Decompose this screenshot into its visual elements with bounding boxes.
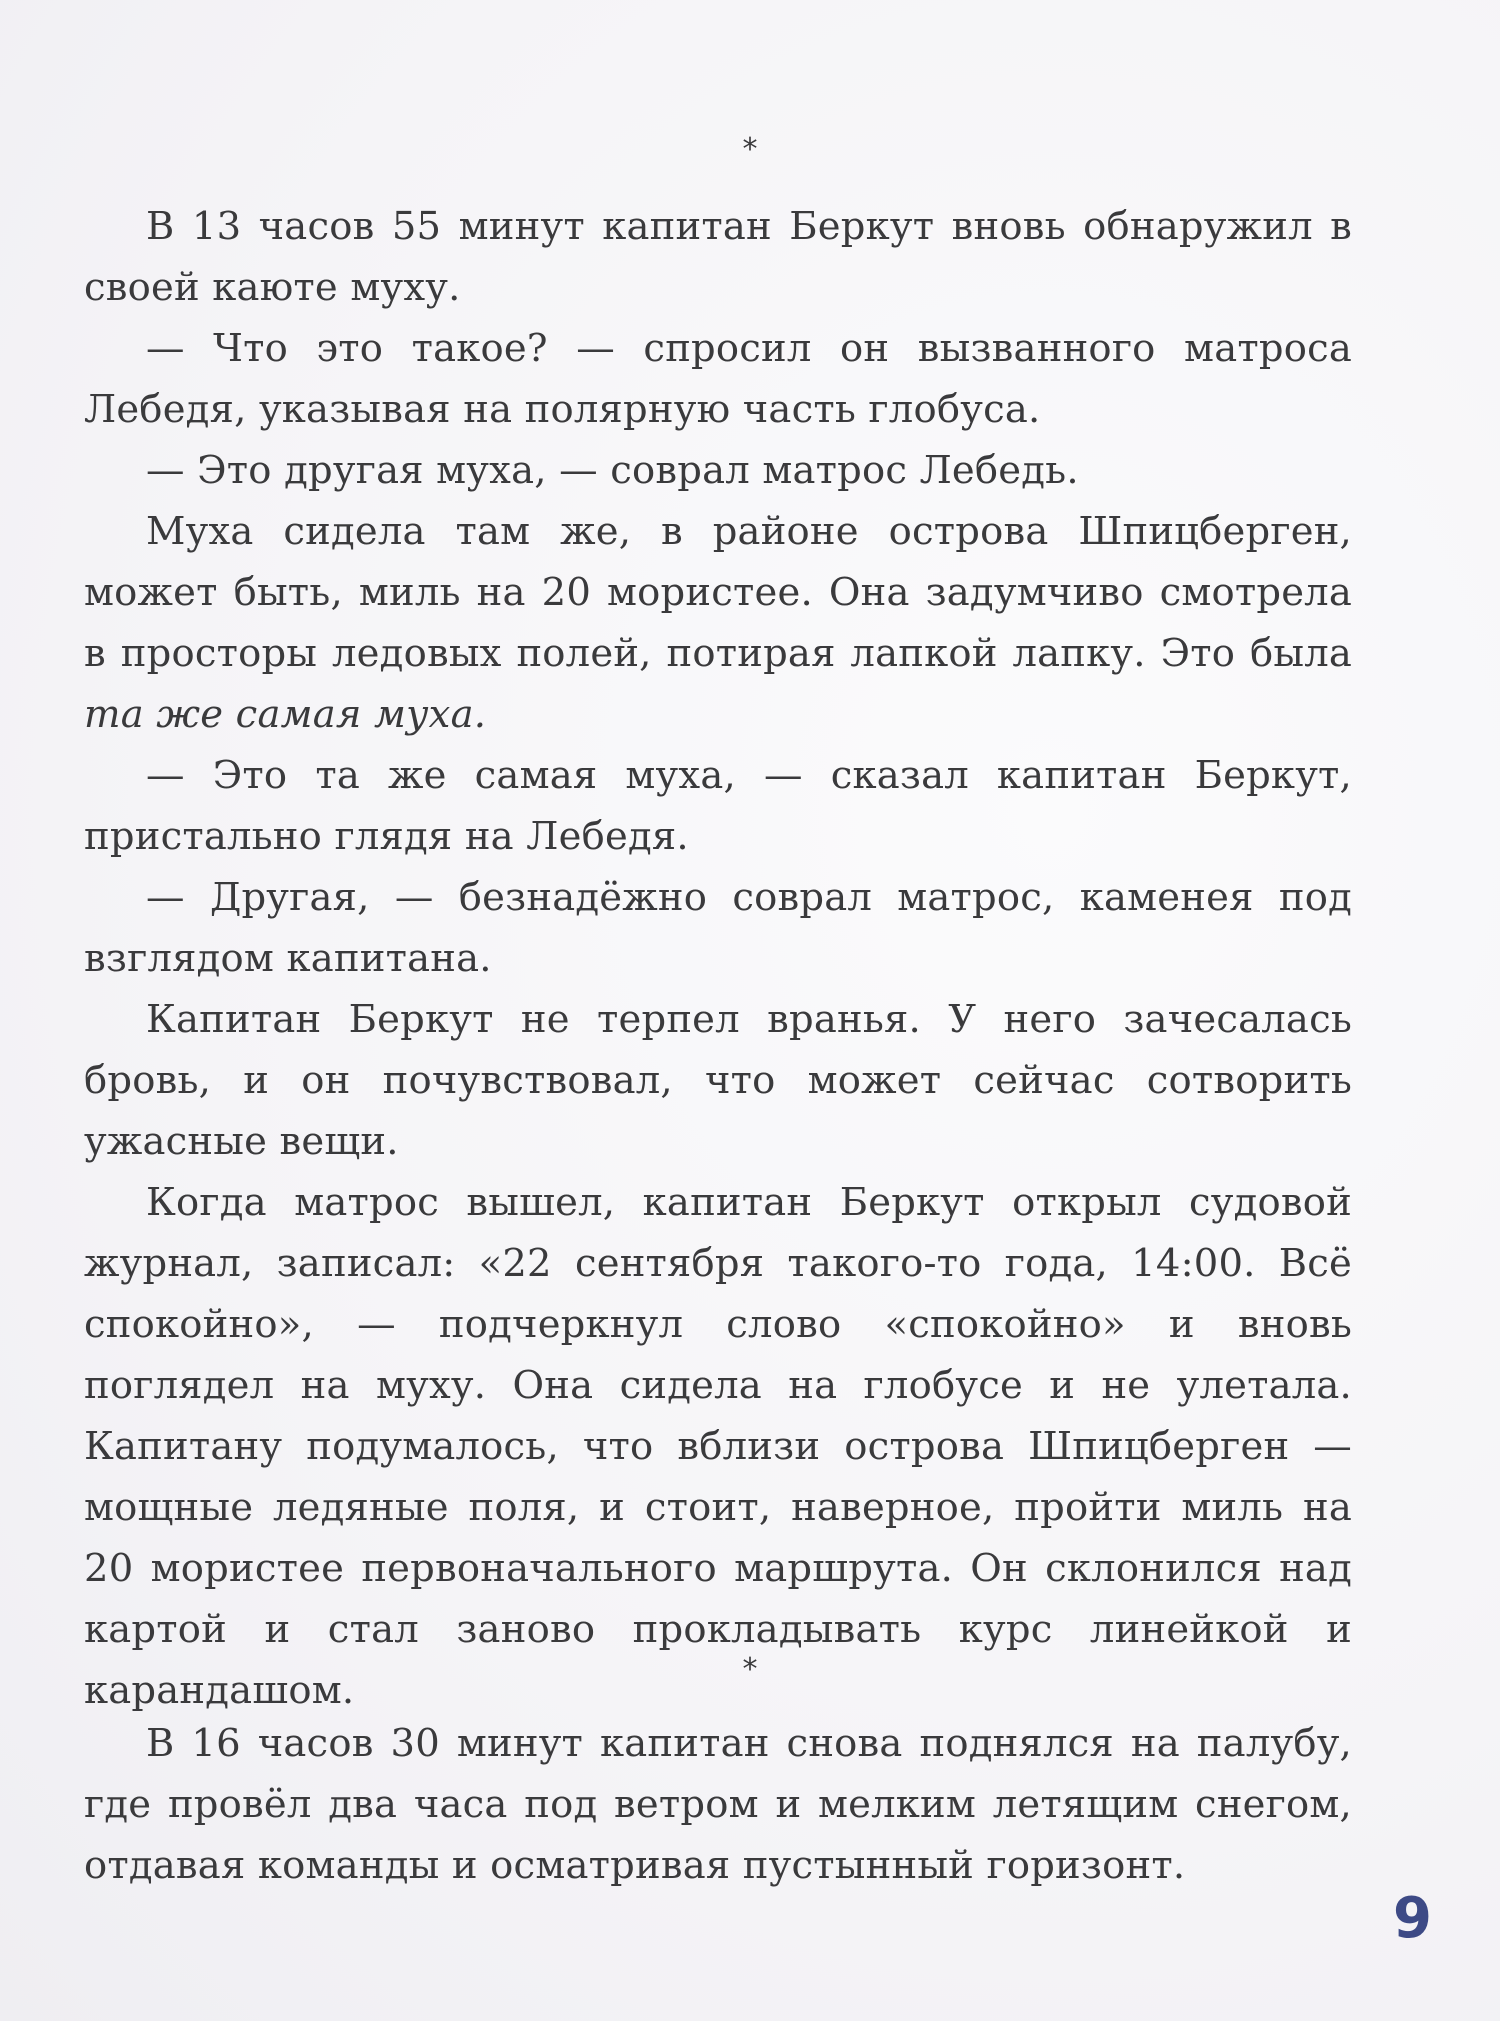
page-number: 9: [1393, 1886, 1432, 1951]
section-2-text: [84, 1713, 1352, 1896]
paragraph: — Это та же самая муха, — сказал капитан Беркут, пристально глядя на Лебедя.: [84, 753, 1352, 859]
paragraph: В 16 часов 30 минут капитан снова поднялся на палубу, где провёл два часа под ветром и мелким летящим снегом, отдавая команды и осматривая пустынный горизонт.: [84, 1721, 1352, 1888]
paragraph: Когда матрос вышел, капитан Беркут открыл судовой журнал, записал: «22 сентября такого-то года, 14:00. Всё спокойно», — подчеркнул слово «спокойно» и вновь поглядел на муху. Она сидела на глобусе и не улетала. Капитану подумалось, что вблизи острова Шпицберген — мощные ледяные поля, и стоит, наверное, пройти миль на 20 мористее первоначального маршрута. Он склонился над картой и стал заново прокладывать курс линейкой и карандашом.: [84, 1180, 1352, 1713]
paragraph: — Другая, — безнадёжно соврал матрос, каменея под взглядом капитана.: [84, 875, 1352, 981]
paragraph: В 13 часов 55 минут капитан Беркут вновь обнаружил в своей каюте муху.: [84, 204, 1352, 310]
paragraph: [84, 501, 1352, 745]
section-1-text: [84, 196, 1352, 1721]
paragraph: Капитан Беркут не терпел вранья. У него зачесалась бровь, и он почувствовал, что может сейчас сотворить ужасные вещи.: [84, 997, 1352, 1164]
emphasis-text: та же самая муха.: [84, 692, 487, 737]
paragraph-text: Муха сидела там же, в районе острова Шпицберген, может быть, миль на 20 мористее. Она задумчиво смотрела в просторы ледовых полей, потирая лапкой лапку. Это была: [84, 509, 1352, 676]
paragraph: — Что это такое? — спросил он вызванного матроса Лебедя, указывая на полярную часть глобуса.: [84, 326, 1352, 432]
paragraph: — Это другая муха, — соврал матрос Лебедь.: [146, 448, 1079, 493]
section-separator-2: *: [742, 1652, 758, 1687]
section-separator-1: *: [742, 132, 758, 167]
